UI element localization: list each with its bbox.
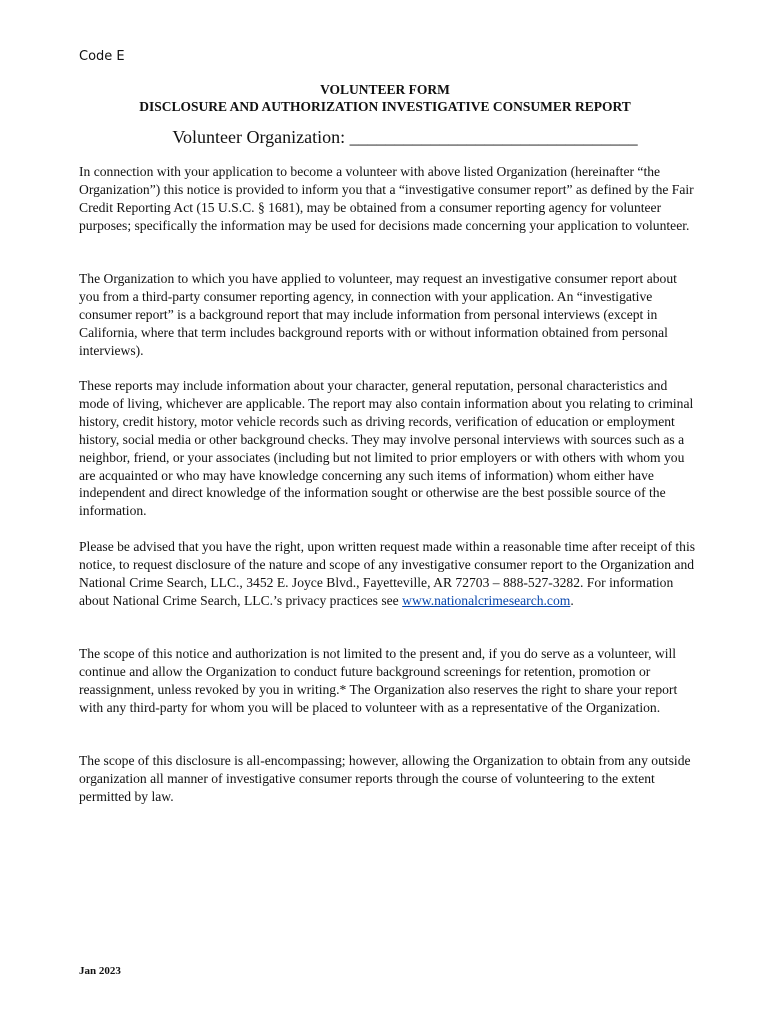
paragraph-scope-authorization: The scope of this notice and authorization is not limited to the present and, if you do serve as a volunteer, will continue and allow the Organization to conduct future background screenings for retention, promotion or reassignment, unless revoked by you in writing.* The Organization also reserves the right to share your report with any third-party for whom you will be placed to volunteer with as a representative of the Organization. <box>79 646 678 715</box>
paragraph-notice: In connection with your application to become a volunteer with above listed Organization (hereinafter “the Organization”) this notice is provided to inform you that a “investigative consumer report” as defined by the Fair Credit Reporting Act (15 U.S.C. § 1681), may be obtained from a consumer reporting agency for volunteer purposes; specifically the information may be used for decisions made concerning your application to volunteer. <box>79 164 694 233</box>
rights-period: . <box>570 592 574 608</box>
form-title: VOLUNTEER FORM <box>320 82 450 97</box>
paragraph-scope-disclosure: The scope of this disclosure is all-encompassing; however, allowing the Organization to obtain from any outside organization all manner of investigative consumer reports through the course of volunteering to the extent permitted by law. <box>79 753 691 804</box>
paragraph-request: The Organization to which you have applied to volunteer, may request an investigative consumer report about you from a third-party consumer reporting agency, in connection with your application. An “investigative consumer report” is a background report that may include information from personal interviews (except in California, where that term includes background reports with or without information obtained from personal interviews). <box>79 271 677 358</box>
volunteer-organization-blank[interactable]: ________________________________ <box>349 127 638 147</box>
nationalcrimesearch-link[interactable]: www.nationalcrimesearch.com <box>402 592 571 608</box>
form-code: Code E <box>79 49 125 64</box>
form-subtitle: DISCLOSURE AND AUTHORIZATION INVESTIGATIVE CONSUMER REPORT <box>139 99 631 114</box>
paragraph-rights <box>79 538 699 610</box>
footer-date: Jan 2023 <box>79 965 121 977</box>
paragraph-report-contents: These reports may include information about your character, general reputation, personal characteristics and mode of living, whichever are applicable. The report may also contain information about you relating to criminal history, credit history, motor vehicle records such as driving records, verification of education or employment history, social media or other background checks. They may involve personal interviews with sources such as a neighbor, friend, or your associates (including but not limited to prior employers or with others with whom you are acquainted or who may have knowledge concerning any such items of information) whom either have independent and direct knowledge of the information sought or otherwise are the best possible source of the information. <box>79 378 694 519</box>
volunteer-organization-field[interactable] <box>0 127 770 148</box>
volunteer-organization-label: Volunteer Organization: <box>172 127 346 147</box>
rights-text: Please be advised that you have the right, upon written request made within a reasonable time after receipt of this notice, to request disclosure of the nature and scope of any investigative consumer report to the Organization and National Crime Search, LLC., 3452 E. Joyce Blvd., Fayetteville, AR 72703 – 888-527-3282. For information about National Crime Search, LLC.’s privacy practices see <box>79 539 696 608</box>
